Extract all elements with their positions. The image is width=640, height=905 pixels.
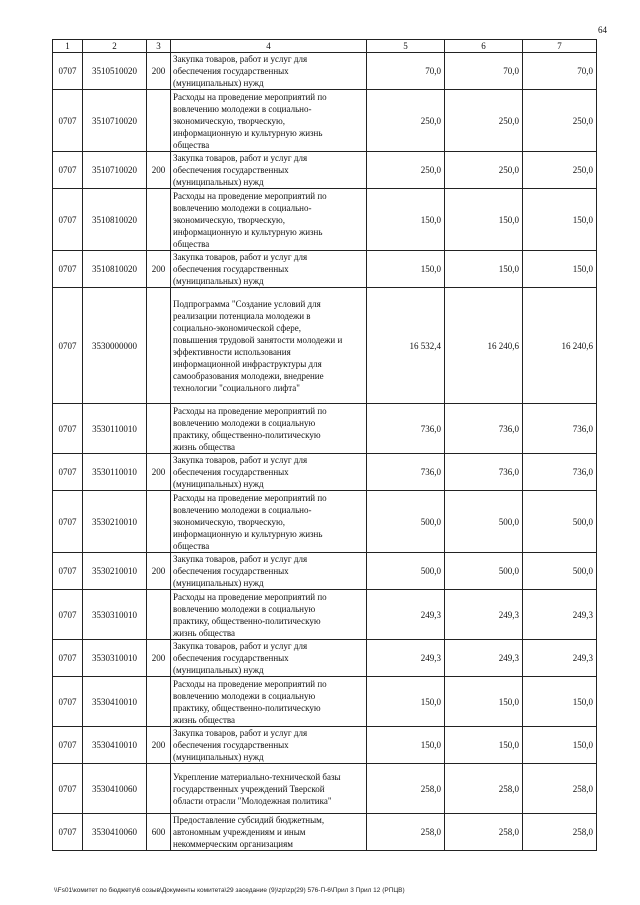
amount-col7-cell: 250,0	[523, 90, 597, 152]
table-row	[53, 553, 597, 590]
description-cell: Расходы на проведение мероприятий по вовлечению молодежи в социальную практику, общественно-политическую жизнь общества	[171, 404, 367, 454]
file-path-footer: \\Fs01\комитет по бюджету\6 созыв\Документы комитета\29 заседание (9)\zp\zp(29) 576-П-6\Прил 3 Прил 12 (РПЦВ)	[54, 887, 405, 894]
table-row	[53, 90, 597, 152]
section-code-cell: 0707	[53, 288, 83, 404]
description-cell: Расходы на проведение мероприятий по вовлечению молодежи в социально- экономическую, творческую, информационную и культурную жизнь общества	[171, 189, 367, 251]
budget-table	[52, 39, 597, 851]
amount-col7-cell: 70,0	[523, 53, 597, 90]
target-article-cell: 3510710020	[83, 90, 147, 152]
table-row	[53, 53, 597, 90]
amount-col6-cell: 258,0	[445, 814, 523, 851]
table-row	[53, 814, 597, 851]
amount-col7-cell: 250,0	[523, 152, 597, 189]
amount-col6-cell: 249,3	[445, 590, 523, 640]
section-code-cell: 0707	[53, 491, 83, 553]
amount-col6-cell: 150,0	[445, 727, 523, 764]
amount-col7-cell: 16 240,6	[523, 288, 597, 404]
amount-col6-cell: 258,0	[445, 764, 523, 814]
expense-type-cell: 200	[147, 53, 171, 90]
expense-type-cell	[147, 590, 171, 640]
table-row	[53, 590, 597, 640]
section-code-cell: 0707	[53, 727, 83, 764]
description-cell: Расходы на проведение мероприятий по вовлечению молодежи в социально- экономическую, творческую, информационную и культурную жизнь общества	[171, 90, 367, 152]
description-cell: Закупка товаров, работ и услуг для обеспечения государственных (муниципальных) нужд	[171, 640, 367, 677]
section-code-cell: 0707	[53, 404, 83, 454]
target-article-cell: 3510710020	[83, 152, 147, 189]
target-article-cell: 3530000000	[83, 288, 147, 404]
table-row	[53, 189, 597, 251]
amount-col5-cell: 250,0	[367, 152, 445, 189]
section-code-cell: 0707	[53, 590, 83, 640]
amount-col6-cell: 150,0	[445, 677, 523, 727]
expense-type-cell	[147, 491, 171, 553]
description-cell: Укрепление материально-технической базы государственных учреждений Тверской области отрасли "Молодежная политика"	[171, 764, 367, 814]
amount-col6-cell: 500,0	[445, 491, 523, 553]
amount-col7-cell: 150,0	[523, 251, 597, 288]
amount-col6-cell: 500,0	[445, 553, 523, 590]
amount-col5-cell: 150,0	[367, 677, 445, 727]
table-row	[53, 727, 597, 764]
amount-col6-cell: 250,0	[445, 152, 523, 189]
target-article-cell: 3530110010	[83, 454, 147, 491]
col-header-4: 4	[171, 40, 367, 53]
expense-type-cell	[147, 288, 171, 404]
target-article-cell: 3530410010	[83, 727, 147, 764]
target-article-cell: 3530410060	[83, 814, 147, 851]
table-row	[53, 640, 597, 677]
amount-col7-cell: 258,0	[523, 814, 597, 851]
target-article-cell: 3530110010	[83, 404, 147, 454]
table-row	[53, 454, 597, 491]
amount-col5-cell: 500,0	[367, 491, 445, 553]
expense-type-cell	[147, 189, 171, 251]
section-code-cell: 0707	[53, 454, 83, 491]
description-cell: Подпрограмма "Создание условий для реализации потенциала молодежи в социально-экономической сфере, повышения трудовой занятости молодежи и эффективности использования информационной инфраструктуры для самообразования молодежи, внедрение технологии "социального лифта"	[171, 288, 367, 404]
expense-type-cell: 200	[147, 454, 171, 491]
table-row	[53, 152, 597, 189]
amount-col5-cell: 250,0	[367, 90, 445, 152]
amount-col5-cell: 249,3	[367, 640, 445, 677]
col-header-6: 6	[445, 40, 523, 53]
section-code-cell: 0707	[53, 814, 83, 851]
target-article-cell: 3530210010	[83, 553, 147, 590]
amount-col7-cell: 500,0	[523, 491, 597, 553]
amount-col7-cell: 736,0	[523, 404, 597, 454]
expense-type-cell: 200	[147, 553, 171, 590]
amount-col6-cell: 249,3	[445, 640, 523, 677]
target-article-cell: 3510810020	[83, 189, 147, 251]
amount-col5-cell: 736,0	[367, 404, 445, 454]
section-code-cell: 0707	[53, 251, 83, 288]
col-header-7: 7	[523, 40, 597, 53]
amount-col5-cell: 500,0	[367, 553, 445, 590]
amount-col7-cell: 150,0	[523, 677, 597, 727]
amount-col6-cell: 250,0	[445, 90, 523, 152]
section-code-cell: 0707	[53, 553, 83, 590]
col-header-5: 5	[367, 40, 445, 53]
amount-col7-cell: 150,0	[523, 189, 597, 251]
expense-type-cell	[147, 677, 171, 727]
table-row	[53, 288, 597, 404]
description-cell: Закупка товаров, работ и услуг для обеспечения государственных (муниципальных) нужд	[171, 454, 367, 491]
description-cell: Предоставление субсидий бюджетным, автономным учреждениям и иным некоммерческим организациям	[171, 814, 367, 851]
col-header-2: 2	[83, 40, 147, 53]
description-cell: Закупка товаров, работ и услуг для обеспечения государственных (муниципальных) нужд	[171, 53, 367, 90]
amount-col6-cell: 16 240,6	[445, 288, 523, 404]
amount-col6-cell: 150,0	[445, 189, 523, 251]
description-cell: Закупка товаров, работ и услуг для обеспечения государственных (муниципальных) нужд	[171, 152, 367, 189]
expense-type-cell: 200	[147, 727, 171, 764]
target-article-cell: 3530410010	[83, 677, 147, 727]
amount-col7-cell: 258,0	[523, 764, 597, 814]
expense-type-cell: 600	[147, 814, 171, 851]
expense-type-cell: 200	[147, 251, 171, 288]
amount-col5-cell: 16 532,4	[367, 288, 445, 404]
description-cell: Закупка товаров, работ и услуг для обеспечения государственных (муниципальных) нужд	[171, 727, 367, 764]
target-article-cell: 3510510020	[83, 53, 147, 90]
amount-col5-cell: 736,0	[367, 454, 445, 491]
amount-col7-cell: 736,0	[523, 454, 597, 491]
description-cell: Закупка товаров, работ и услуг для обеспечения государственных (муниципальных) нужд	[171, 553, 367, 590]
amount-col7-cell: 150,0	[523, 727, 597, 764]
amount-col5-cell: 150,0	[367, 189, 445, 251]
section-code-cell: 0707	[53, 189, 83, 251]
target-article-cell: 3530210010	[83, 491, 147, 553]
target-article-cell: 3530310010	[83, 640, 147, 677]
amount-col5-cell: 258,0	[367, 814, 445, 851]
table-row	[53, 764, 597, 814]
section-code-cell: 0707	[53, 90, 83, 152]
amount-col7-cell: 249,3	[523, 590, 597, 640]
description-cell: Расходы на проведение мероприятий по вовлечению молодежи в социальную практику, общественно-политическую жизнь общества	[171, 677, 367, 727]
expense-type-cell	[147, 764, 171, 814]
table-row	[53, 404, 597, 454]
description-cell: Расходы на проведение мероприятий по вовлечению молодежи в социально- экономическую, творческую, информационную и культурную жизнь общества	[171, 491, 367, 553]
amount-col5-cell: 70,0	[367, 53, 445, 90]
amount-col6-cell: 736,0	[445, 404, 523, 454]
amount-col6-cell: 736,0	[445, 454, 523, 491]
col-header-3: 3	[147, 40, 171, 53]
table-row	[53, 491, 597, 553]
description-cell: Расходы на проведение мероприятий по вовлечению молодежи в социальную практику, общественно-политическую жизнь общества	[171, 590, 367, 640]
target-article-cell: 3510810020	[83, 251, 147, 288]
target-article-cell: 3530310010	[83, 590, 147, 640]
section-code-cell: 0707	[53, 152, 83, 189]
col-header-1: 1	[53, 40, 83, 53]
table-row	[53, 251, 597, 288]
table-row	[53, 677, 597, 727]
section-code-cell: 0707	[53, 640, 83, 677]
amount-col5-cell: 150,0	[367, 727, 445, 764]
header-row	[53, 40, 597, 53]
section-code-cell: 0707	[53, 764, 83, 814]
expense-type-cell	[147, 404, 171, 454]
section-code-cell: 0707	[53, 53, 83, 90]
amount-col5-cell: 249,3	[367, 590, 445, 640]
amount-col5-cell: 150,0	[367, 251, 445, 288]
page-number: 64	[598, 25, 607, 35]
expense-type-cell: 200	[147, 640, 171, 677]
expense-type-cell: 200	[147, 152, 171, 189]
section-code-cell: 0707	[53, 677, 83, 727]
target-article-cell: 3530410060	[83, 764, 147, 814]
amount-col7-cell: 249,3	[523, 640, 597, 677]
amount-col6-cell: 70,0	[445, 53, 523, 90]
description-cell: Закупка товаров, работ и услуг для обеспечения государственных (муниципальных) нужд	[171, 251, 367, 288]
amount-col5-cell: 258,0	[367, 764, 445, 814]
expense-type-cell	[147, 90, 171, 152]
amount-col7-cell: 500,0	[523, 553, 597, 590]
amount-col6-cell: 150,0	[445, 251, 523, 288]
